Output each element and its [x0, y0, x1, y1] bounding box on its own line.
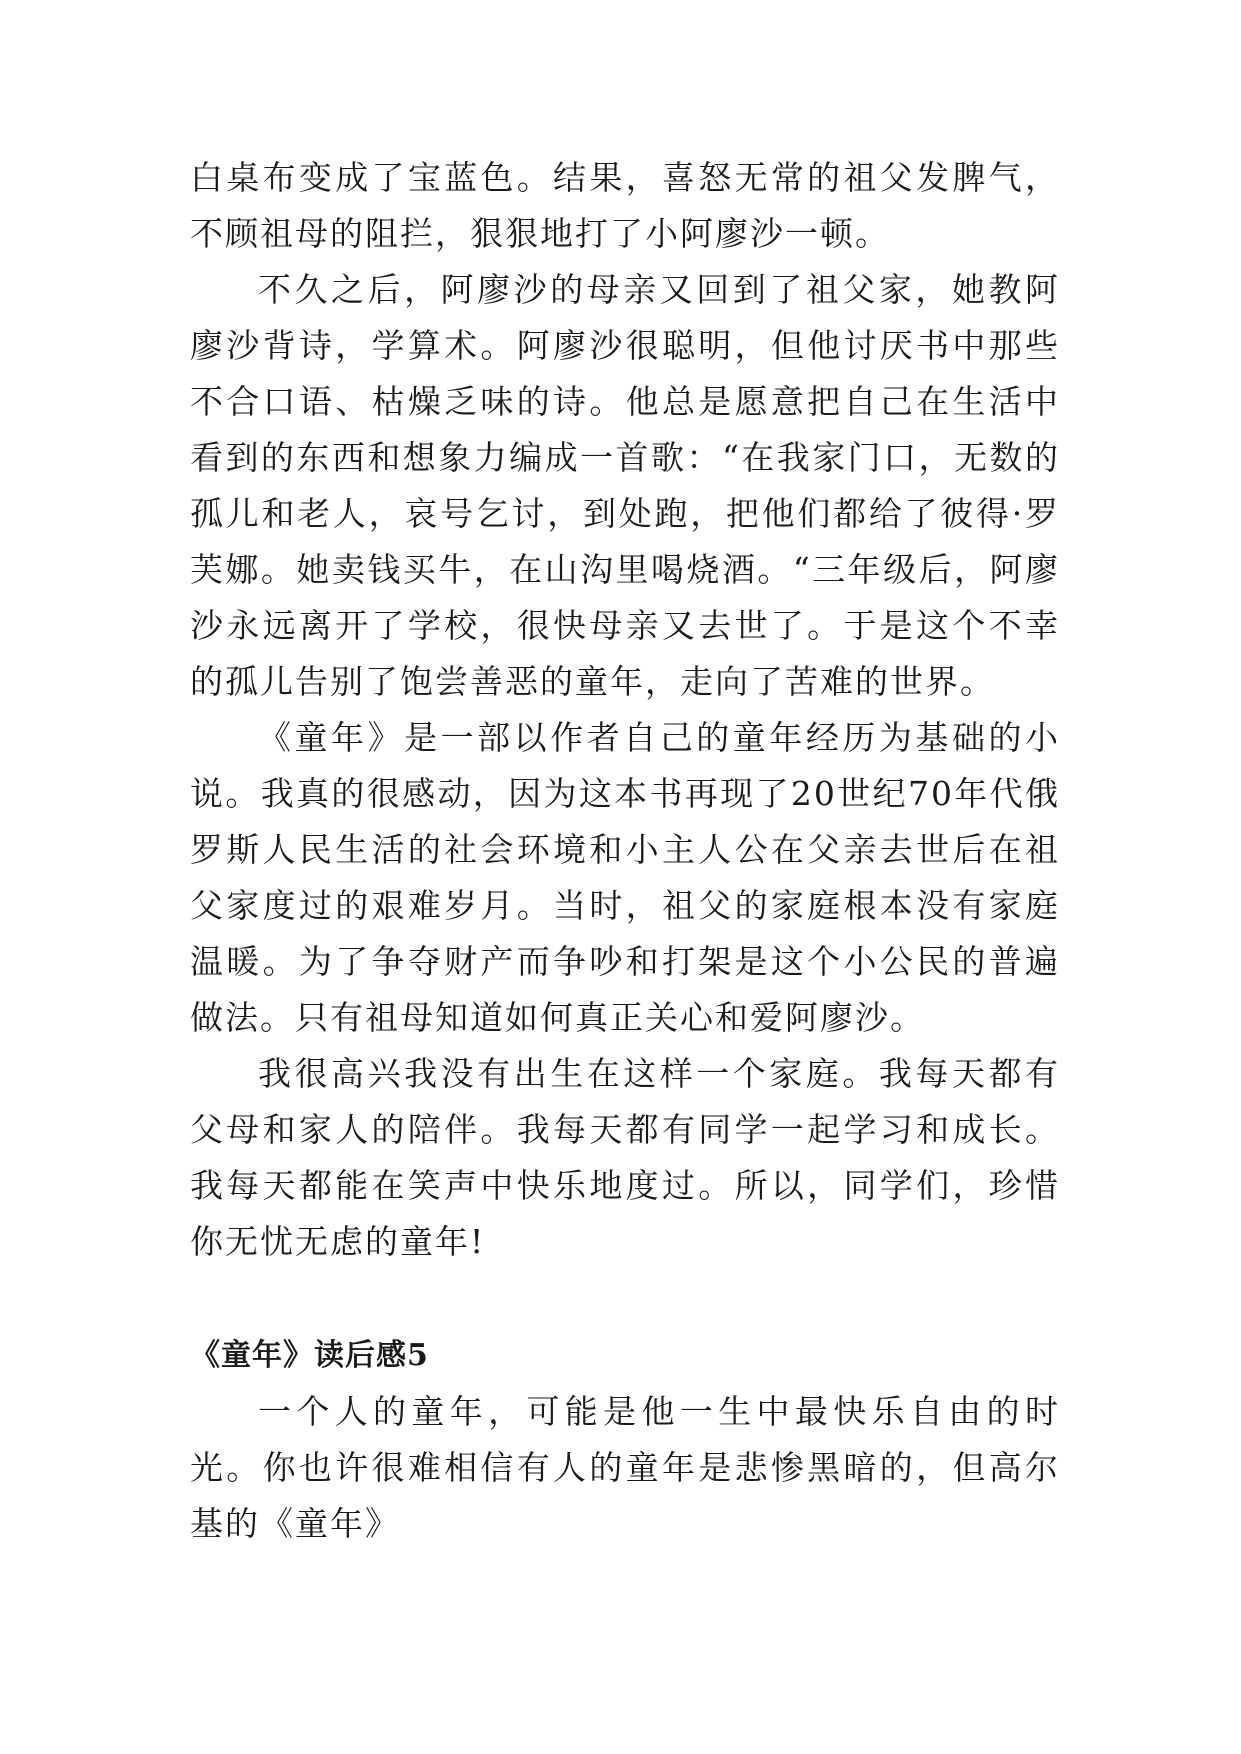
paragraph-reflection: 我很高兴我没有出生在这样一个家庭。我每天都有父母和家人的陪伴。我每天都有同学一起学习和成长。我每天都能在笑声中快乐地度过。所以，同学们，珍惜你无忧无虑的童年!	[190, 1054, 1060, 1261]
paragraph-section-5-intro: 一个人的童年，可能是他一生中最快乐自由的时光。你也许很难相信有人的童年是悲惨黑暗的，但高尔基的《童年》	[190, 1392, 1060, 1543]
paragraph-continuation: 白桌布变成了宝蓝色。结果，喜怒无常的祖父发脾气，不顾祖母的阻拦，狠狠地打了小阿廖沙一顿。	[190, 158, 1060, 253]
paragraph-novel-summary: 《童年》是一部以作者自己的童年经历为基础的小说。我真的很感动，因为这本书再现了20世纪70年代俄罗斯人民生活的社会环境和小主人公在父亲去世后在祖父家度过的艰难岁月。当时，祖父的家庭根本没有家庭温暖。为了争夺财产而争吵和打架是这个小公民的普遍做法。只有祖母知道如何真正关心和爱阿廖沙。	[190, 718, 1060, 1037]
document-page	[190, 150, 1060, 1552]
paragraph-mother-returns: 不久之后，阿廖沙的母亲又回到了祖父家，她教阿廖沙背诗，学算术。阿廖沙很聪明，但他讨厌书中那些不合口语、枯燥乏味的诗。他总是愿意把自己在生活中看到的东西和想象力编成一首歌：“在我家门口，无数的孤儿和老人，哀号乞讨，到处跑，把他们都给了彼得·罗芙娜。她卖钱买牛，在山沟里喝烧酒。“三年级后，阿廖沙永远离开了学校，很快母亲又去世了。于是这个不幸的孤儿告别了饱尝善恶的童年，走向了苦难的世界。	[190, 270, 1060, 701]
section-heading: 《童年》读后感5	[190, 1338, 429, 1373]
